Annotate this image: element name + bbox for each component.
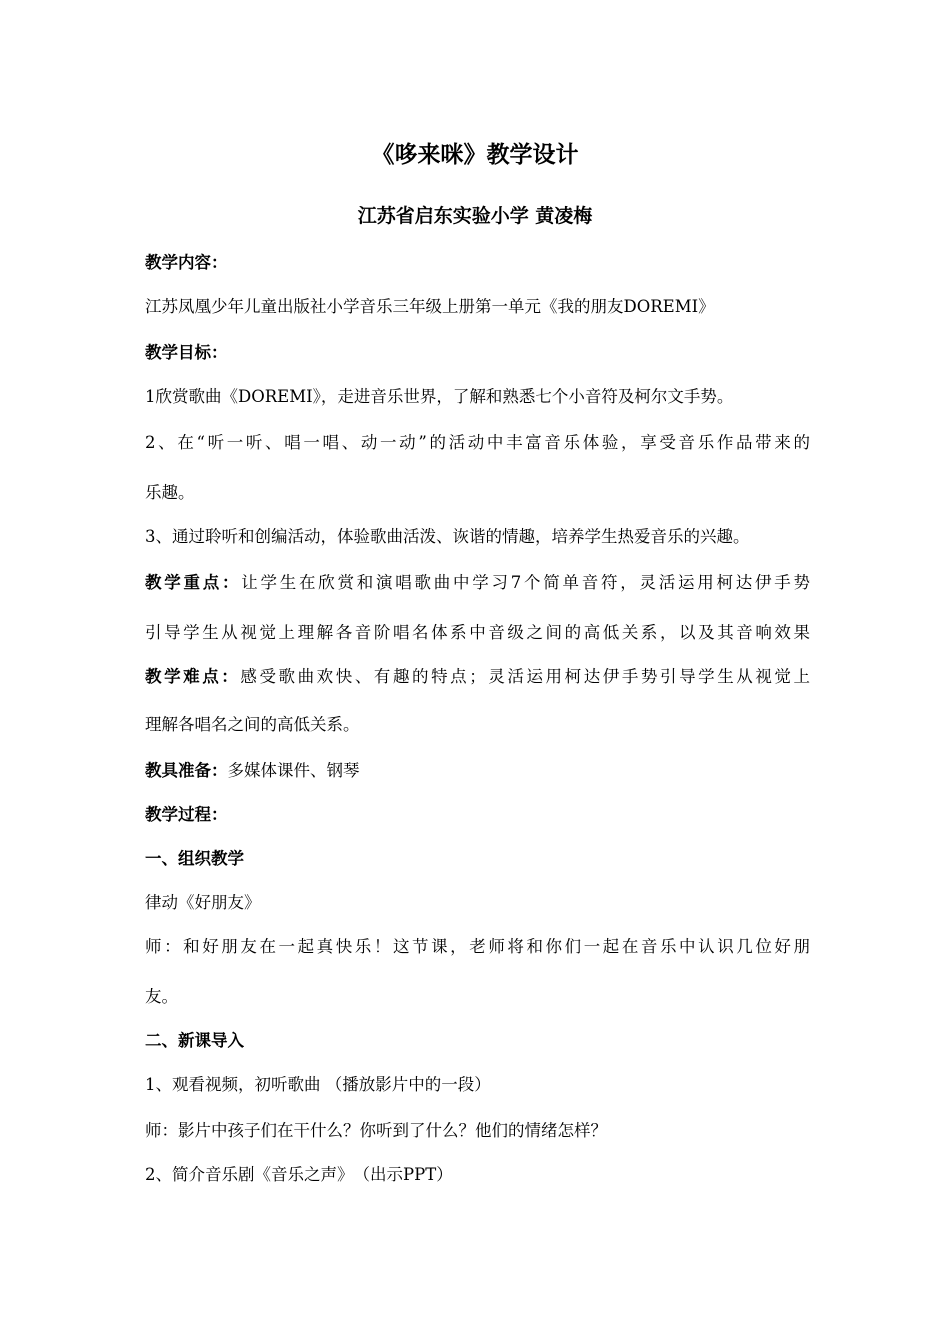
goal-3: 3、通过聆听和创编活动，体验歌曲活泼、诙谐的情趣，培养学生热爱音乐的兴趣。 [145, 527, 750, 546]
key-heading: 教学重点： [145, 573, 242, 592]
difficult-point-line-2: 理解各唱名之间的高低关系。 [145, 715, 360, 734]
difficult-heading: 教学难点： [145, 667, 241, 686]
teacher-2: 师：影片中孩子们在干什么？你听到了什么？他们的情绪怎样？ [145, 1121, 607, 1140]
step-1: 1、观看视频，初听歌曲 （播放影片中的一段） [145, 1075, 491, 1094]
section-2-heading: 二、新课导入 [145, 1031, 244, 1050]
goal-2-line-1: 2、在“听一听、唱一唱、动一动”的活动中丰富音乐体验，享受音乐作品带来的 [145, 433, 810, 452]
document-title: 《哆来咪》教学设计 [371, 142, 579, 168]
tools-text: 多媒体课件、钢琴 [227, 761, 360, 780]
difficult-point-line-1 [145, 666, 810, 688]
difficult-text: 感受歌曲欢快、有趣的特点；灵活运用柯达伊手势引导学生从视觉上 [240, 667, 811, 686]
process-heading: 教学过程： [145, 805, 228, 824]
step-2: 2、简介音乐剧《音乐之声》 （出示PPT） [145, 1165, 453, 1184]
key-text: 让学生在欣赏和演唱歌曲中学习7个简单音符，灵活运用柯达伊手势 [241, 573, 810, 592]
content-text: 江苏凤凰少年儿童出版社小学音乐三年级上册第一单元《我的朋友DOREMI》 [145, 297, 715, 316]
teacher-1-line-1: 师：和好朋友在一起真快乐！这节课，老师将和你们一起在音乐中认识几位好朋 [145, 937, 810, 956]
section-1-heading: 一、组织教学 [145, 849, 244, 868]
teacher-1-line-2: 友。 [145, 987, 178, 1006]
key-point-line-1 [145, 572, 810, 594]
tools-line [145, 760, 810, 782]
rhythm-line: 律动《好朋友》 [145, 893, 261, 912]
tools-heading: 教具准备： [145, 761, 228, 780]
goal-1: 1欣赏歌曲《DOREMI》，走进音乐世界，了解和熟悉七个小音符及柯尔文手势。 [145, 387, 734, 406]
goals-heading: 教学目标： [145, 343, 228, 362]
goal-2-line-2: 乐趣。 [145, 483, 195, 502]
content-heading: 教学内容： [145, 253, 228, 272]
author-line: 江苏省启东实验小学 黄凌梅 [357, 205, 593, 227]
key-point-line-2: 引导学生从视觉上理解各音阶唱名体系中音级之间的高低关系，以及其音响效果 [145, 623, 810, 642]
